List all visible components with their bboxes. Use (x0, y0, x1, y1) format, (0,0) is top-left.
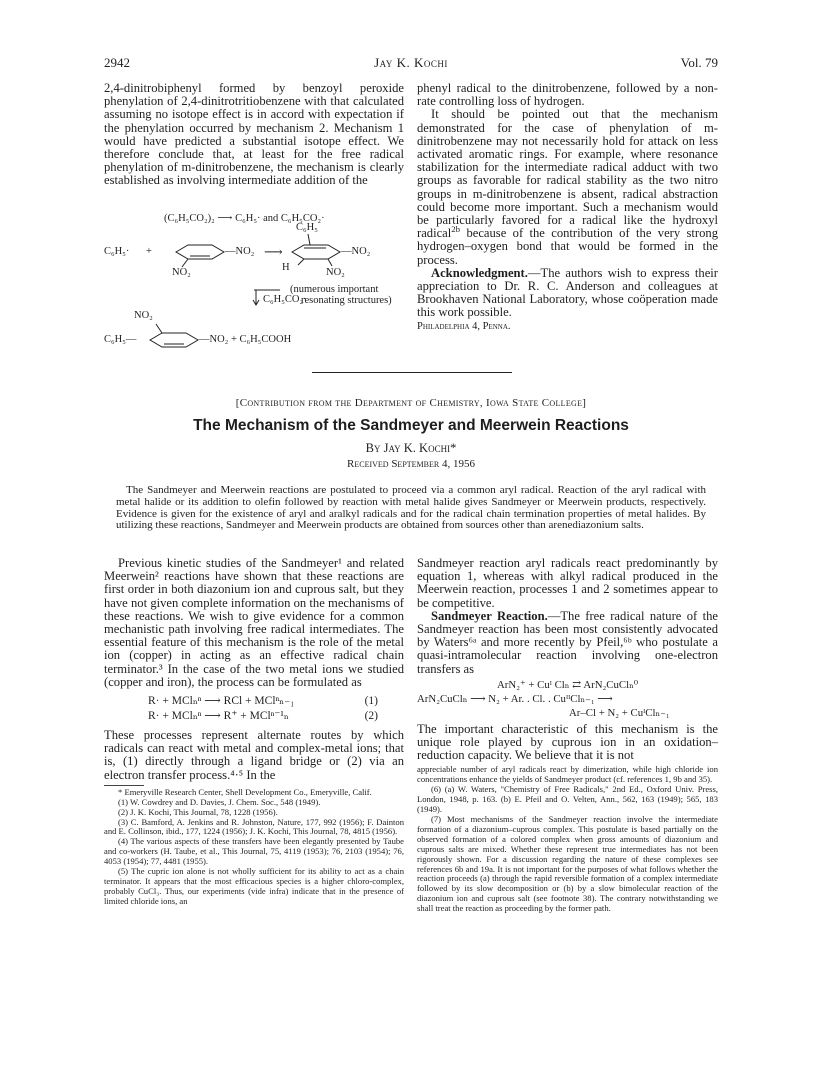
mechanism-equation: ArN₂CuClₙ ⟶ N₂ + Ar. . Cl. . CuᴵᴵClₙ₋₁ ⟶ (417, 692, 613, 705)
body-paragraph: These processes represent alternate routes by which radicals can react with metal and complex-metal ions; that is, (1) directly through a ligand bridge or (2) via an electron transfer process.⁴·⁵ In the (104, 728, 404, 782)
nitro-label: NO₂ (134, 310, 153, 321)
mechanism-equation: Ar–Cl + N₂ + CuᴵClₙ₋₁ (569, 706, 670, 719)
nitro-label: —NO₂ (225, 246, 255, 257)
bottom-left-column (104, 557, 404, 907)
resonance-note: (numerous important (290, 284, 379, 295)
footnote: (6) (a) W. Waters, "Chemistry of Free Radicals," 2nd Ed., Oxford Univ. Press, London, 1948, p. 163. (b) E. Pfeil and O. Velten, Ann., 562, 163 (1949); 565, 183 (1949). (417, 784, 718, 815)
running-title: Jay K. Kochi (374, 55, 448, 70)
body-paragraph: Previous kinetic studies of the Sandmeyer¹ and related Meerwein² reactions have shown that these reactions are first order in both diazonium ion and cuprous salt, but they have not given complete information on the mechanisms of these reactions. We wish to give evidence for a common mechanistic path involving free radical intermediates. The essential feature of this mechanism is the role of the metal ion (copper) in acting as an effective radical chain terminator.³ In the case of the two metal ions we studied (copper and iron), the process can be formulated as (104, 556, 404, 689)
body-paragraph: phenyl radical to the dinitrobenzene, followed by a non-rate controlling loss of hydrogen. (417, 81, 718, 109)
author-location: Philadelphia 4, Penna. (417, 320, 511, 332)
body-paragraph: It should be pointed out that the mechanism demonstrated for the case of phenylation of m-dinitrobenzene may not necessarily hold for attack on less activated aromatic rings. For example, where resonance stabilization for the intermediate radical adduct with two groups as favorable for radical stability as the two nitro groups in m-dinitrobenzene is absent, radical abstraction could become more important. Such a mechanism would be particularly favored for a radical like the hydroxyl radical$^{2b}$ because of the contribution of the very strong hydrogen–oxygen bond that would be formed in the process. (417, 107, 718, 267)
received-date: Received September 4, 1956 (347, 458, 475, 470)
nitro-label: —NO₂ (341, 246, 371, 257)
byline: By Jay K. Kochi* (365, 441, 457, 455)
phenyl-substituent-label: C₆H₅ (296, 222, 318, 233)
footnote-rule (104, 785, 144, 786)
mechanism-equation: ArN₂⁺ + Cuᴵ Clₙ ⇄ ArN₂CuClₙ⁰ (497, 678, 639, 691)
body-paragraph: The important characteristic of this mechanism is the unique role played by cuprous ion in an oxidation–reduction capacity. We believe that it is not (417, 721, 718, 763)
bottom-right-column (417, 557, 718, 914)
nitro-label: NO₂ (326, 267, 345, 278)
article-title: The Mechanism of the Sandmeyer and Meerwein Reactions (193, 417, 629, 434)
section-paragraph: Sandmeyer Reaction.—The free radical nature of the Sandmeyer reaction has been most consistently advocated by Waters⁶ᵃ and more recently by Pfeil,⁶ᵇ who postulate a quasi-intramolecular reaction involving one-electron transfers as (417, 608, 718, 676)
volume-label: Vol. 79 (680, 55, 718, 70)
footnote: (4) The various aspects of these transfers have been elegantly presented by Taube and co-workers (H. Taube, et al., This Journal, 75, 4119 (1953); 76, 2103 (1954); 76, 4053 (1954); 77, 4481 (1955). (104, 836, 404, 867)
cyclohexadienyl-ring (292, 245, 340, 259)
body-paragraph: 2,4-dinitrobiphenyl formed by benzoyl peroxide phenylation of 2,4-dinitrotritiobenzene with that calculated assuming no isotope effect is in accord with expectation if the phenylation occurred by mechanism 2. Mechanism 1 would have predicted a substantial isotope effect. We therefore conclude that, at least for the free radical phenylation of m-dinitrobenzene, the mechanism is clearly established as involving intermediate addition of the (104, 81, 404, 188)
equation-2: R· + MClₙⁿ ⟶ R⁺ + MClⁿ⁻¹ₙ (2) (148, 710, 378, 723)
footnote: (7) Most mechanisms of the Sandmeyer reaction involve the intermediate formation of a diazonium–cuprous complex. This postulate is based partially on the observed formation of a colored complex when gross amounts of diazonium and cuprous salts are mixed. Whether these represent true intermediates has not been rigorously shown. For a discussion regarding the nature of these complexes see references 6b and 19a. It is not important for the purposes of what follows whether the reaction proceeds (a) through the rapid reversible formation of a complex intermediate followed by its slow decomposition or (b) by a slow bimolecular reaction of the diazonium ion and cuprous salt (see footnote 38). The contrary notwithstanding we shall treat the reaction as proceeding by the former path. (417, 813, 718, 914)
benzene-ring (176, 245, 224, 259)
benzoyloxy-radical-label: C₆H₅CO₂· (263, 294, 307, 305)
initiation-equation: (C₆H₅CO₂)₂ ⟶ C₆H₅· and C₆H₅CO₂· (164, 213, 325, 224)
acknowledgment: Acknowledgment.—The authors wish to express their appreciation to Dr. R. C. Anderson and colleagues at Brookhaven National Laboratory, whose coöperation made this work possible. (417, 265, 718, 320)
plus-sign: + (146, 246, 152, 257)
footnote: (5) The cupric ion alone is not wholly sufficient for its ability to act as a chain terminator. It appears that the most efficacious species is a higher chloro-complex, probably CuCl₃. Thus, our experiments (vide infra) indicate that in the presence of limited chloride ions, an (104, 866, 404, 906)
nitro-label: NO₂ (172, 267, 191, 278)
reaction-arrow: ⟶ (264, 244, 283, 259)
top-right-column (417, 82, 718, 333)
top-left-column (104, 82, 404, 188)
product-label: —NO₂ + C₆H₅COOH (199, 334, 292, 345)
section-divider (312, 372, 512, 373)
contribution-line: [Contribution from the Department of Chemistry, Iowa State College] (235, 397, 587, 409)
footnote: appreciable number of aryl radicals react by dimerization, while high chloride ion concentrations enhance the yields of Sandmeyer product (cf. references 1, 9b and 35). (417, 764, 718, 785)
running-header (104, 55, 718, 75)
product-ring (150, 333, 198, 347)
equation-1: R· + MClₙⁿ ⟶ RCl + MClⁿₙ₋₁ (1) (148, 695, 378, 708)
reaction-scheme (104, 212, 404, 362)
product-phenyl-label: C₆H₅— (104, 334, 137, 345)
resonance-note: resonating structures) (301, 295, 392, 306)
body-paragraph: Sandmeyer reaction aryl radicals react predominantly by equation 1, whereas with alkyl radical produced in the Meerwein reaction, processes 1 and 2 sometimes appear to be competitive. (417, 556, 718, 610)
page-number: 2942 (104, 55, 130, 70)
phenyl-radical-label: C₆H₅· (104, 246, 130, 257)
footnote: * Emeryville Research Center, Shell Development Co., Emeryville, Calif. (118, 786, 372, 797)
hydrogen-label: H (282, 262, 290, 273)
abstract-text: The Sandmeyer and Meerwein reactions are postulated to proceed via a common aryl radical. Reaction of the aryl radical with metal halide or its addition to olefin followed by reaction with metal halide gives Sandmeyer or Meerwein products, respectively. Evidence is given for the existence of aryl and aralkyl radicals and for the radical chain termination properties of metal halides. By utilizing these reactions, Sandmeyer and Meerwein products are obtained from sources other than arenediazonium salts. (116, 484, 706, 532)
footnote: (3) C. Bamford, A. Jenkins and R. Johnston, Nature, 177, 992 (1956); F. Dainton and E. Collinson, ibid., 177, 1224 (1956); J. K. Kochi, This Journal, 78, 4815 (1956). (104, 816, 404, 837)
footnote: (2) J. K. Kochi, This Journal, 78, 1228 (1956). (118, 806, 278, 817)
abstract (116, 485, 706, 532)
footnote: (1) W. Cowdrey and D. Davies, J. Chem. Soc., 548 (1949). (118, 796, 321, 807)
